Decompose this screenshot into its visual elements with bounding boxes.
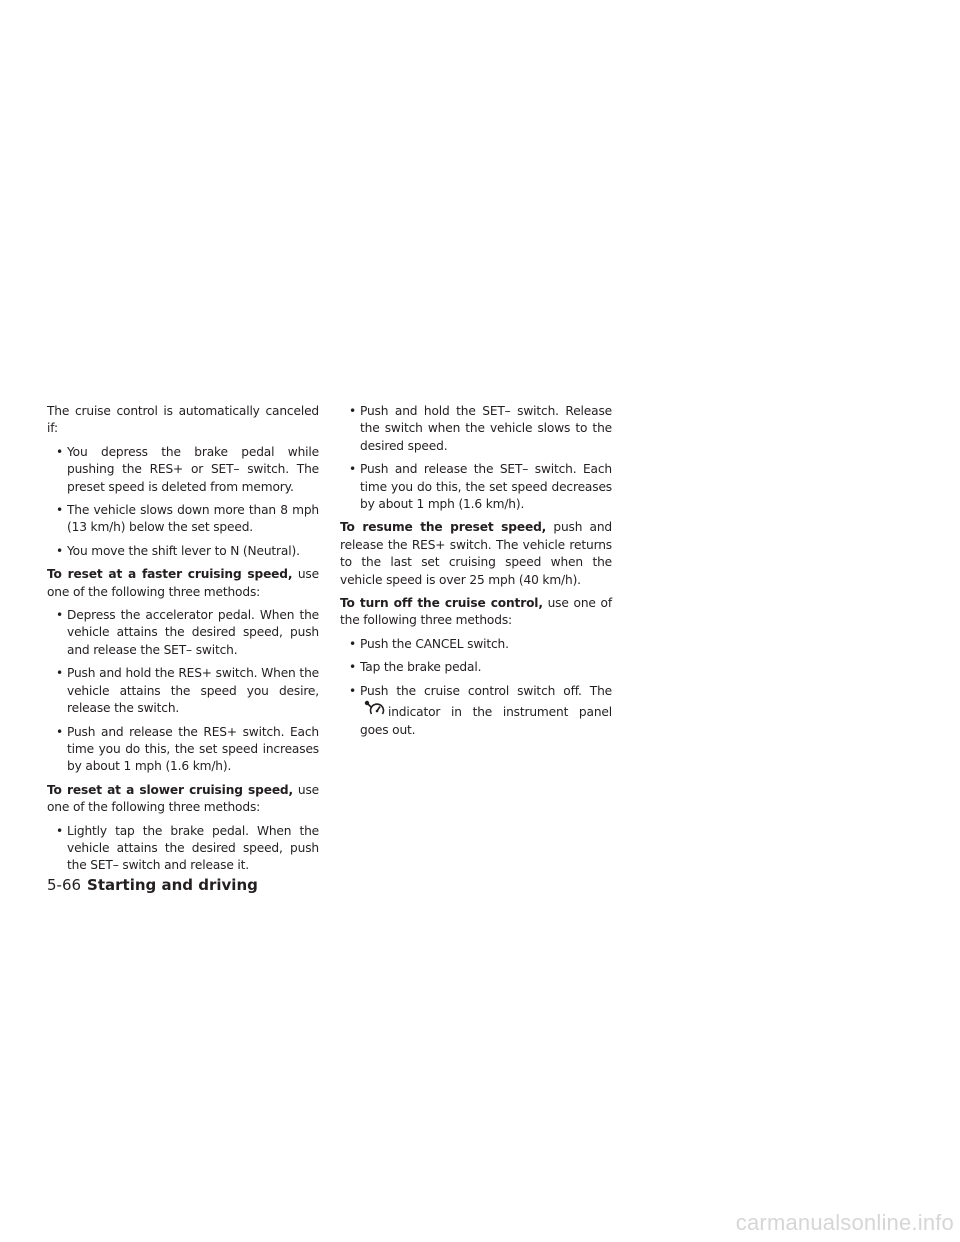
right-column [340, 403, 612, 745]
list-item: • Push and hold the RES+ switch. When the vehicle attains the speed you desire, release the switch. [56, 666, 319, 716]
bullet-icon: • [349, 683, 357, 698]
cruise-control-indicator-icon [363, 700, 385, 717]
bullet-icon: • [56, 444, 64, 459]
list-item: • Push and release the SET– switch. Each time you do this, the set speed decreases by about 1 mph (1.6 km/h). [349, 462, 612, 512]
list-item: • You move the shift lever to N (Neutral). [47, 543, 319, 560]
auto-cancel-intro: The cruise control is automatically canceled if: [47, 404, 319, 436]
faster-speed-heading: To reset at a faster cruising speed, [47, 567, 293, 582]
bullet-icon: • [56, 823, 64, 838]
bullet-icon: • [349, 404, 357, 418]
resume-speed-heading: To resume the preset speed, [340, 520, 547, 535]
bullet-icon: • [56, 543, 64, 558]
bullet-icon: • [56, 608, 64, 623]
resume-speed-paragraph: To resume the preset speed, push and release the RES+ switch. The vehicle returns to the last set cruising speed when the vehicle speed is over 25 mph (40 km/h). [340, 520, 612, 587]
slower-speed-heading: To reset at a slower cruising speed, [47, 782, 293, 797]
list-item: • The vehicle slows down more than 8 mph (13 km/h) below the set speed. [56, 503, 319, 535]
list-item: • Push the CANCEL switch. [340, 636, 612, 653]
bullet-icon: • [56, 666, 64, 681]
list-item: • Lightly tap the brake pedal. When the vehicle attains the desired speed, push the SET– switch and release it. [56, 823, 319, 873]
list-item: • Depress the accelerator pedal. When the vehicle attains the desired speed, push and release the SET– switch. [56, 608, 319, 657]
faster-speed-paragraph: To reset at a faster cruising speed, use one of the following three methods: [47, 567, 319, 599]
section-title: Starting and driving [87, 876, 258, 894]
auto-cancel-list [47, 444, 319, 560]
list-item: • Push and release the RES+ switch. Each time you do this, the set speed increases by about 1 mph (1.6 km/h). [56, 724, 319, 774]
slower-speed-paragraph: To reset at a slower cruising speed, use one of the following three methods: [47, 782, 319, 815]
faster-speed-list [47, 607, 319, 776]
list-item: • Push the cruise control switch off. The indicator in the instrument panel goes out. [349, 683, 612, 737]
slower-speed-list-continued [340, 403, 612, 513]
page-number: 5-66 [47, 876, 82, 894]
page-footer [47, 876, 258, 894]
bullet-icon: • [56, 724, 64, 739]
turn-off-paragraph: To turn off the cruise control, use one of the following three methods: [340, 596, 612, 628]
turn-off-list [340, 636, 612, 739]
bullet-icon: • [56, 503, 64, 518]
bullet-icon: • [349, 636, 357, 651]
left-column [47, 403, 319, 881]
list-item: • You depress the brake pedal while pushing the RES+ or SET– switch. The preset speed is deleted from memory. [56, 444, 319, 494]
list-item: • Push and hold the SET– switch. Release the switch when the vehicle slows to the desired speed. [349, 404, 612, 453]
bullet-icon: • [349, 660, 357, 675]
bullet-icon: • [349, 462, 357, 477]
watermark: carmanualsonline.info [735, 1210, 954, 1235]
turn-off-heading: To turn off the cruise control, [340, 596, 543, 611]
slower-speed-list [47, 823, 319, 875]
list-item: • Tap the brake pedal. [340, 659, 612, 676]
